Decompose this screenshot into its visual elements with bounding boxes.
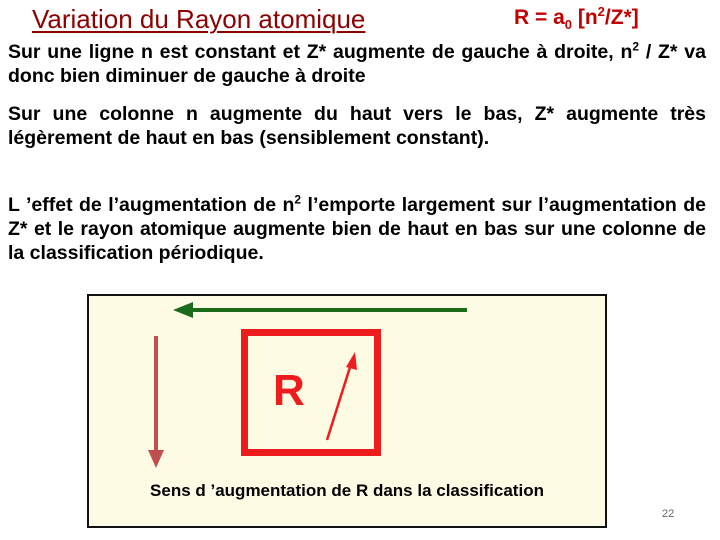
- horizontal-arrow-left: [173, 302, 467, 318]
- formula-bracket: [n: [572, 6, 598, 29]
- paragraph-row-trend: Sur une ligne n est constant et Z* augmente de gauche à droite, $n^2 / Z*$ va donc bien diminuer de gauche à droite: [8, 39, 706, 87]
- page-number: 22: [662, 508, 675, 520]
- radius-box: [241, 329, 381, 456]
- radius-letter: R: [273, 366, 305, 415]
- formula-superscript: 2: [597, 4, 605, 19]
- vertical-arrow-down: [148, 336, 164, 468]
- radius-formula: [514, 4, 639, 32]
- paragraph-conclusion: L ’effet de l’augmentation de $n^2$ l’emporte largement sur l’augmentation de Z* et le rayon atomique augmente bien de haut en bas sur une colonne de la classification périodique.: [8, 192, 706, 264]
- formula-rest: /Z*]: [604, 6, 639, 29]
- paragraph-column-trend: Sur une colonne n augmente du haut vers le bas, Z* augmente très légèrement de haut en bas (sensiblement constant).: [8, 103, 706, 149]
- slide-title: Variation du Rayon atomique: [32, 4, 366, 34]
- diagram-caption: Sens d ’augmentation de R dans la classification: [150, 481, 544, 500]
- radius-trend-diagram: [87, 294, 607, 528]
- formula-subscript: 0: [564, 17, 573, 33]
- formula-lhs: R = a: [514, 6, 565, 29]
